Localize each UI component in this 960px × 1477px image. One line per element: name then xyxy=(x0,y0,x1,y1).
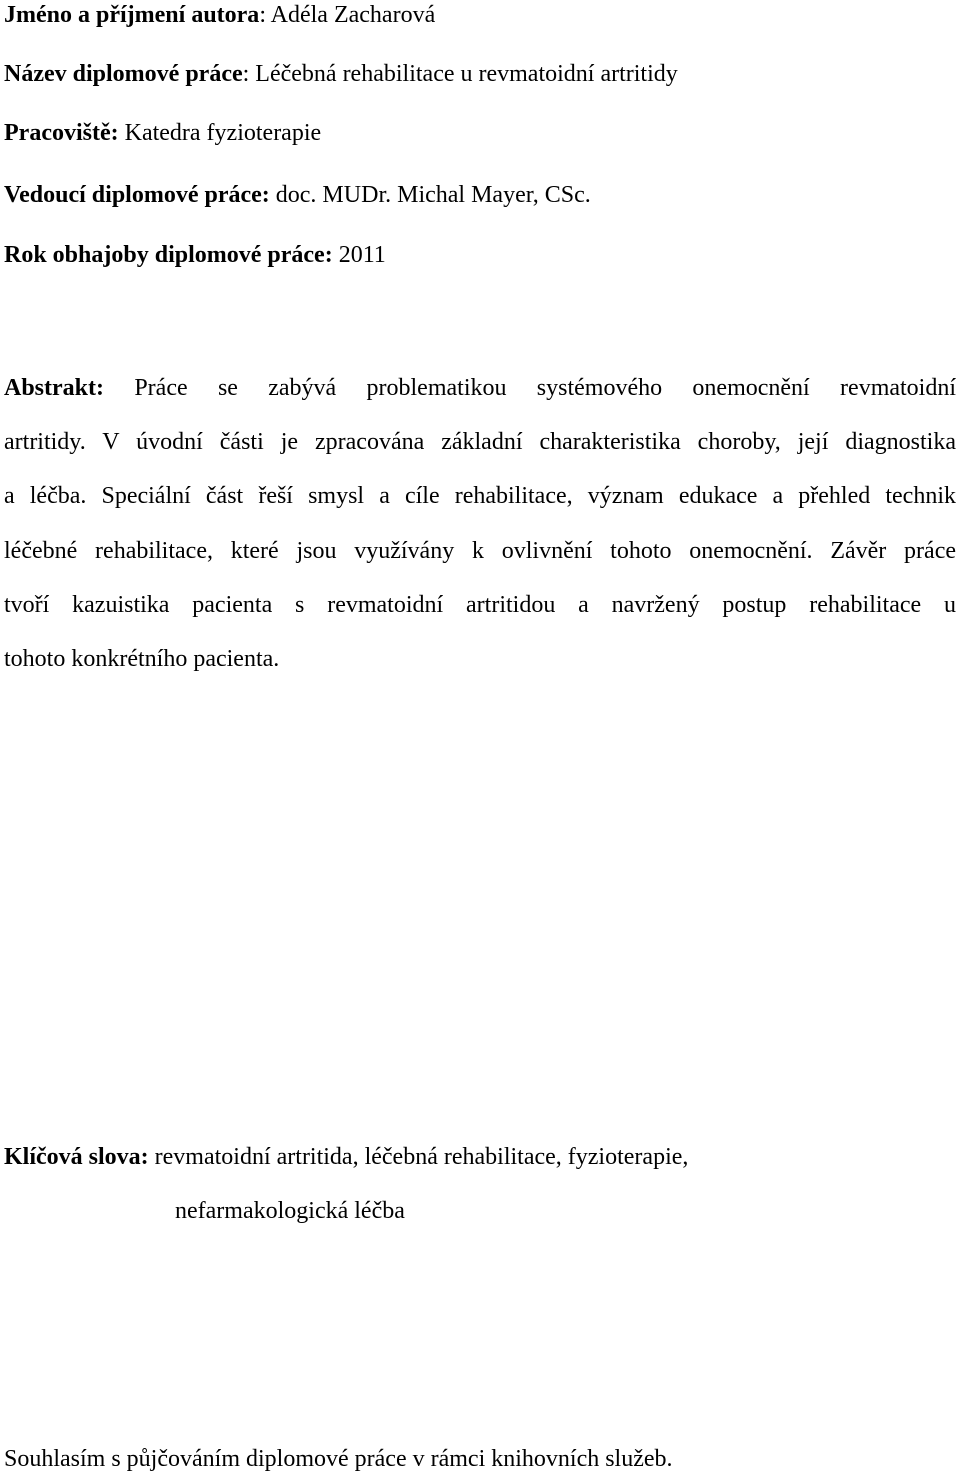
department-label: Pracoviště: xyxy=(4,120,119,146)
defense-year-label: Rok obhajoby diplomové práce: xyxy=(4,242,333,268)
author-label: Jméno a příjmení autora xyxy=(4,2,260,28)
abstract-paragraph xyxy=(4,361,956,686)
author-value: Adéla Zacharová xyxy=(270,2,436,28)
advisor-label: Vedoucí diplomové práce: xyxy=(4,182,270,208)
thesis-title-line: Název diplomové práce: Léčebná rehabilitace u revmatoidní artritidy xyxy=(4,61,678,87)
keywords-continuation: nefarmakologická léčba xyxy=(175,1198,405,1224)
library-consent-statement: Souhlasím s půjčováním diplomové práce v rámci knihovních služeb. xyxy=(4,1446,673,1472)
abstract-line: Abstrakt: Práce se zabývá problematikou systémového onemocnění revmatoidní xyxy=(4,375,957,401)
abstract-label: Abstrakt: xyxy=(4,375,104,401)
abstract-line: léčebné rehabilitace, které jsou využívány k ovlivnění tohoto onemocnění. Závěr práce xyxy=(4,537,956,564)
abstract-line: artritidy. V úvodní části je zpracována základní charakteristika choroby, její diagnostika xyxy=(4,429,956,456)
advisor-line xyxy=(4,180,591,210)
defense-year-line xyxy=(4,240,386,270)
keywords-line xyxy=(4,1142,688,1172)
abstract-line: tvoří kazuistika pacienta s revmatoidní artritidou a navržený postup rehabilitace u xyxy=(4,591,956,618)
department-line xyxy=(4,118,321,148)
author-line: Jméno a příjmení autora: Adéla Zacharová xyxy=(4,2,436,28)
thesis-title-label: Název diplomové práce xyxy=(4,61,243,87)
abstract-line: a léčba. Speciální část řeší smysl a cíle rehabilitace, význam edukace a přehled technik xyxy=(4,483,956,510)
abstract-line: tohoto konkrétního pacienta. xyxy=(4,646,280,673)
advisor-value: doc. MUDr. Michal Mayer, CSc. xyxy=(275,182,591,208)
thesis-title-value: Léčebná rehabilitace u revmatoidní artritidy xyxy=(255,61,678,87)
keywords-label: Klíčová slova: xyxy=(4,1144,149,1170)
department-value: Katedra fyzioterapie xyxy=(124,120,322,146)
defense-year-value: 2011 xyxy=(338,242,386,268)
keywords-value: revmatoidní artritida, léčebná rehabilitace, fyzioterapie, xyxy=(154,1144,689,1170)
